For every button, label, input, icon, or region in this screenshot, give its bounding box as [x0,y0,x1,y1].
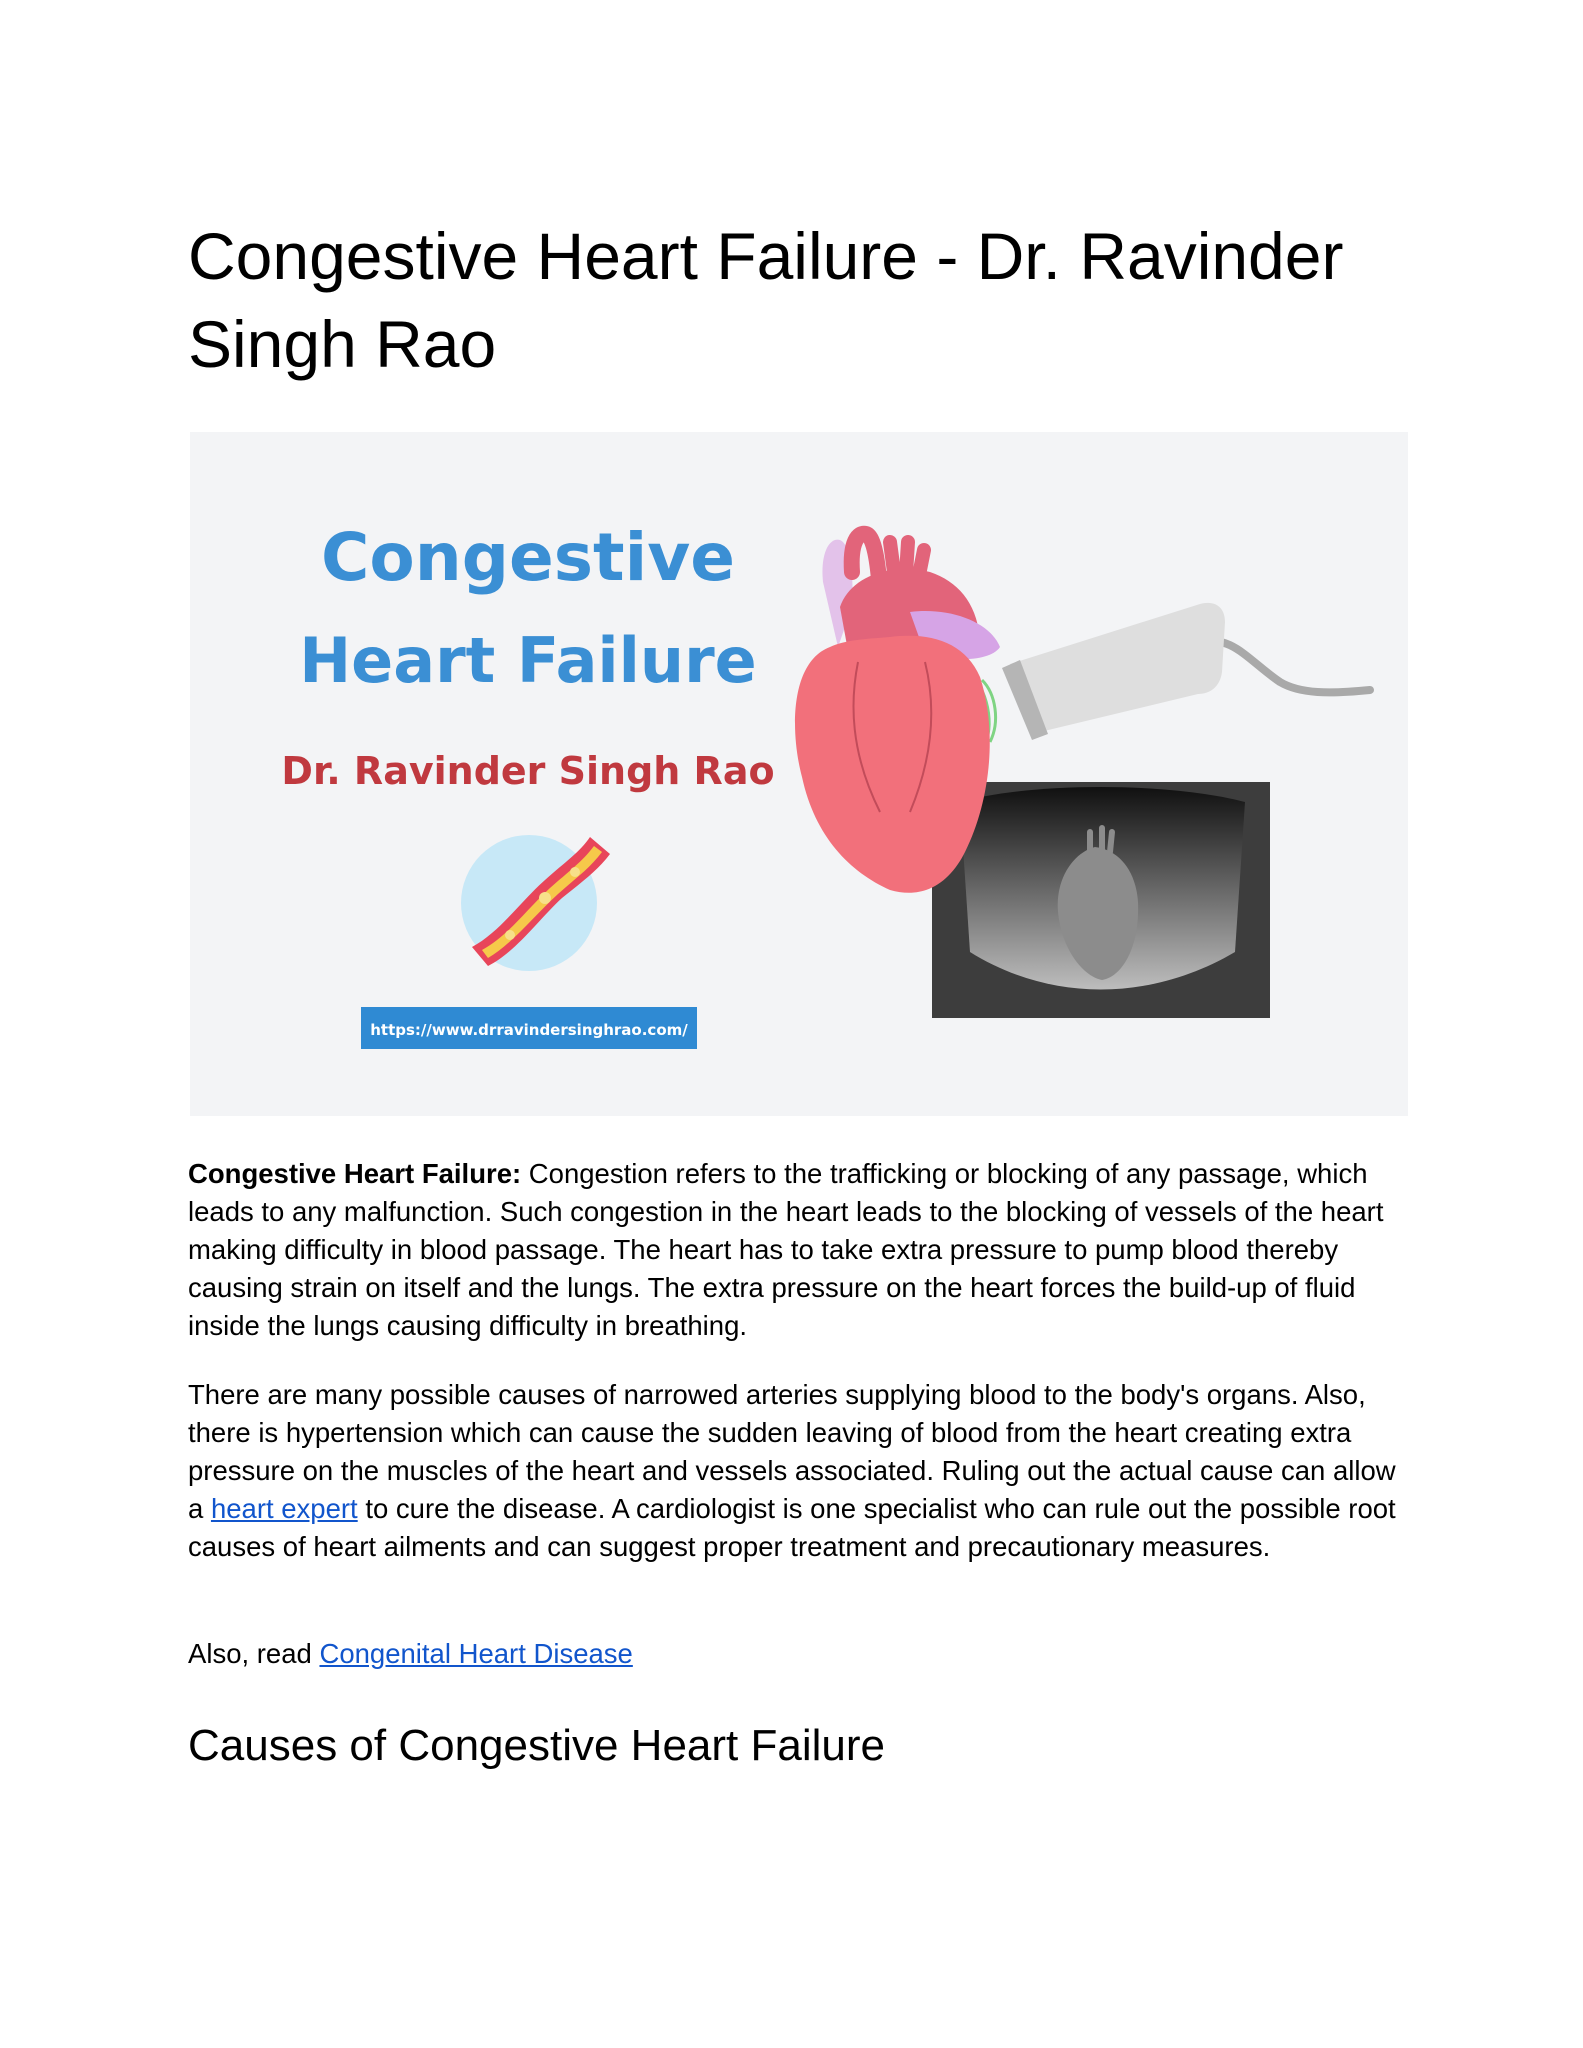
banner-headline-line2: Heart Failure [299,624,757,697]
banner-doctor-name: Dr. Ravinder Singh Rao [281,749,775,793]
also-read-paragraph [188,1635,1418,1673]
heart-expert-link[interactable]: heart expert [210,1493,358,1524]
causes-text-before: There are many possible causes of narrowed arteries supplying blood to the body's organs. Also, there is hypertension which can cause the sudden leaving of blood from the heart creating extra pressure on the muscles of the heart and vessels associated. Ruling out the actual cause can allow a [188,1379,1396,1524]
intro-text: Congestion refers to the trafficking or blocking of any passage, which leads to any malfunction. Such congestion in the heart leads to the blocking of vessels of the heart making difficulty in blood passage. The heart has to take extra pressure to pump blood thereby causing strain on itself and the lungs. The extra pressure on the heart forces the build-up of fluid inside the lungs causing difficulty in breathing. [188,1158,1384,1341]
banner-image [190,432,1408,1116]
page-title: Congestive Heart Failure - Dr. Ravinder Singh Rao [188,219,1344,381]
echocardiogram-screen-icon [932,782,1270,1018]
causes-text-after: to cure the disease. A cardiologist is one specialist who can rule out the possible root causes of heart ailments and can suggest proper treatment and precautionary measures. [188,1493,1396,1562]
banner-website-text: https://www.drravindersinghrao.com/ [370,1021,688,1039]
banner-website [361,1007,697,1049]
section-heading: Causes of Congestive Heart Failure [188,1721,885,1770]
causes-paragraph [188,1376,1418,1566]
intro-paragraph [188,1155,1418,1345]
congenital-heart-disease-link[interactable]: Congenital Heart Disease [319,1638,633,1669]
intro-lead: Congestive Heart Failure: [188,1158,522,1189]
banner-headline-line1: Congestive [320,519,736,596]
also-read-label: Also, read [188,1638,320,1669]
